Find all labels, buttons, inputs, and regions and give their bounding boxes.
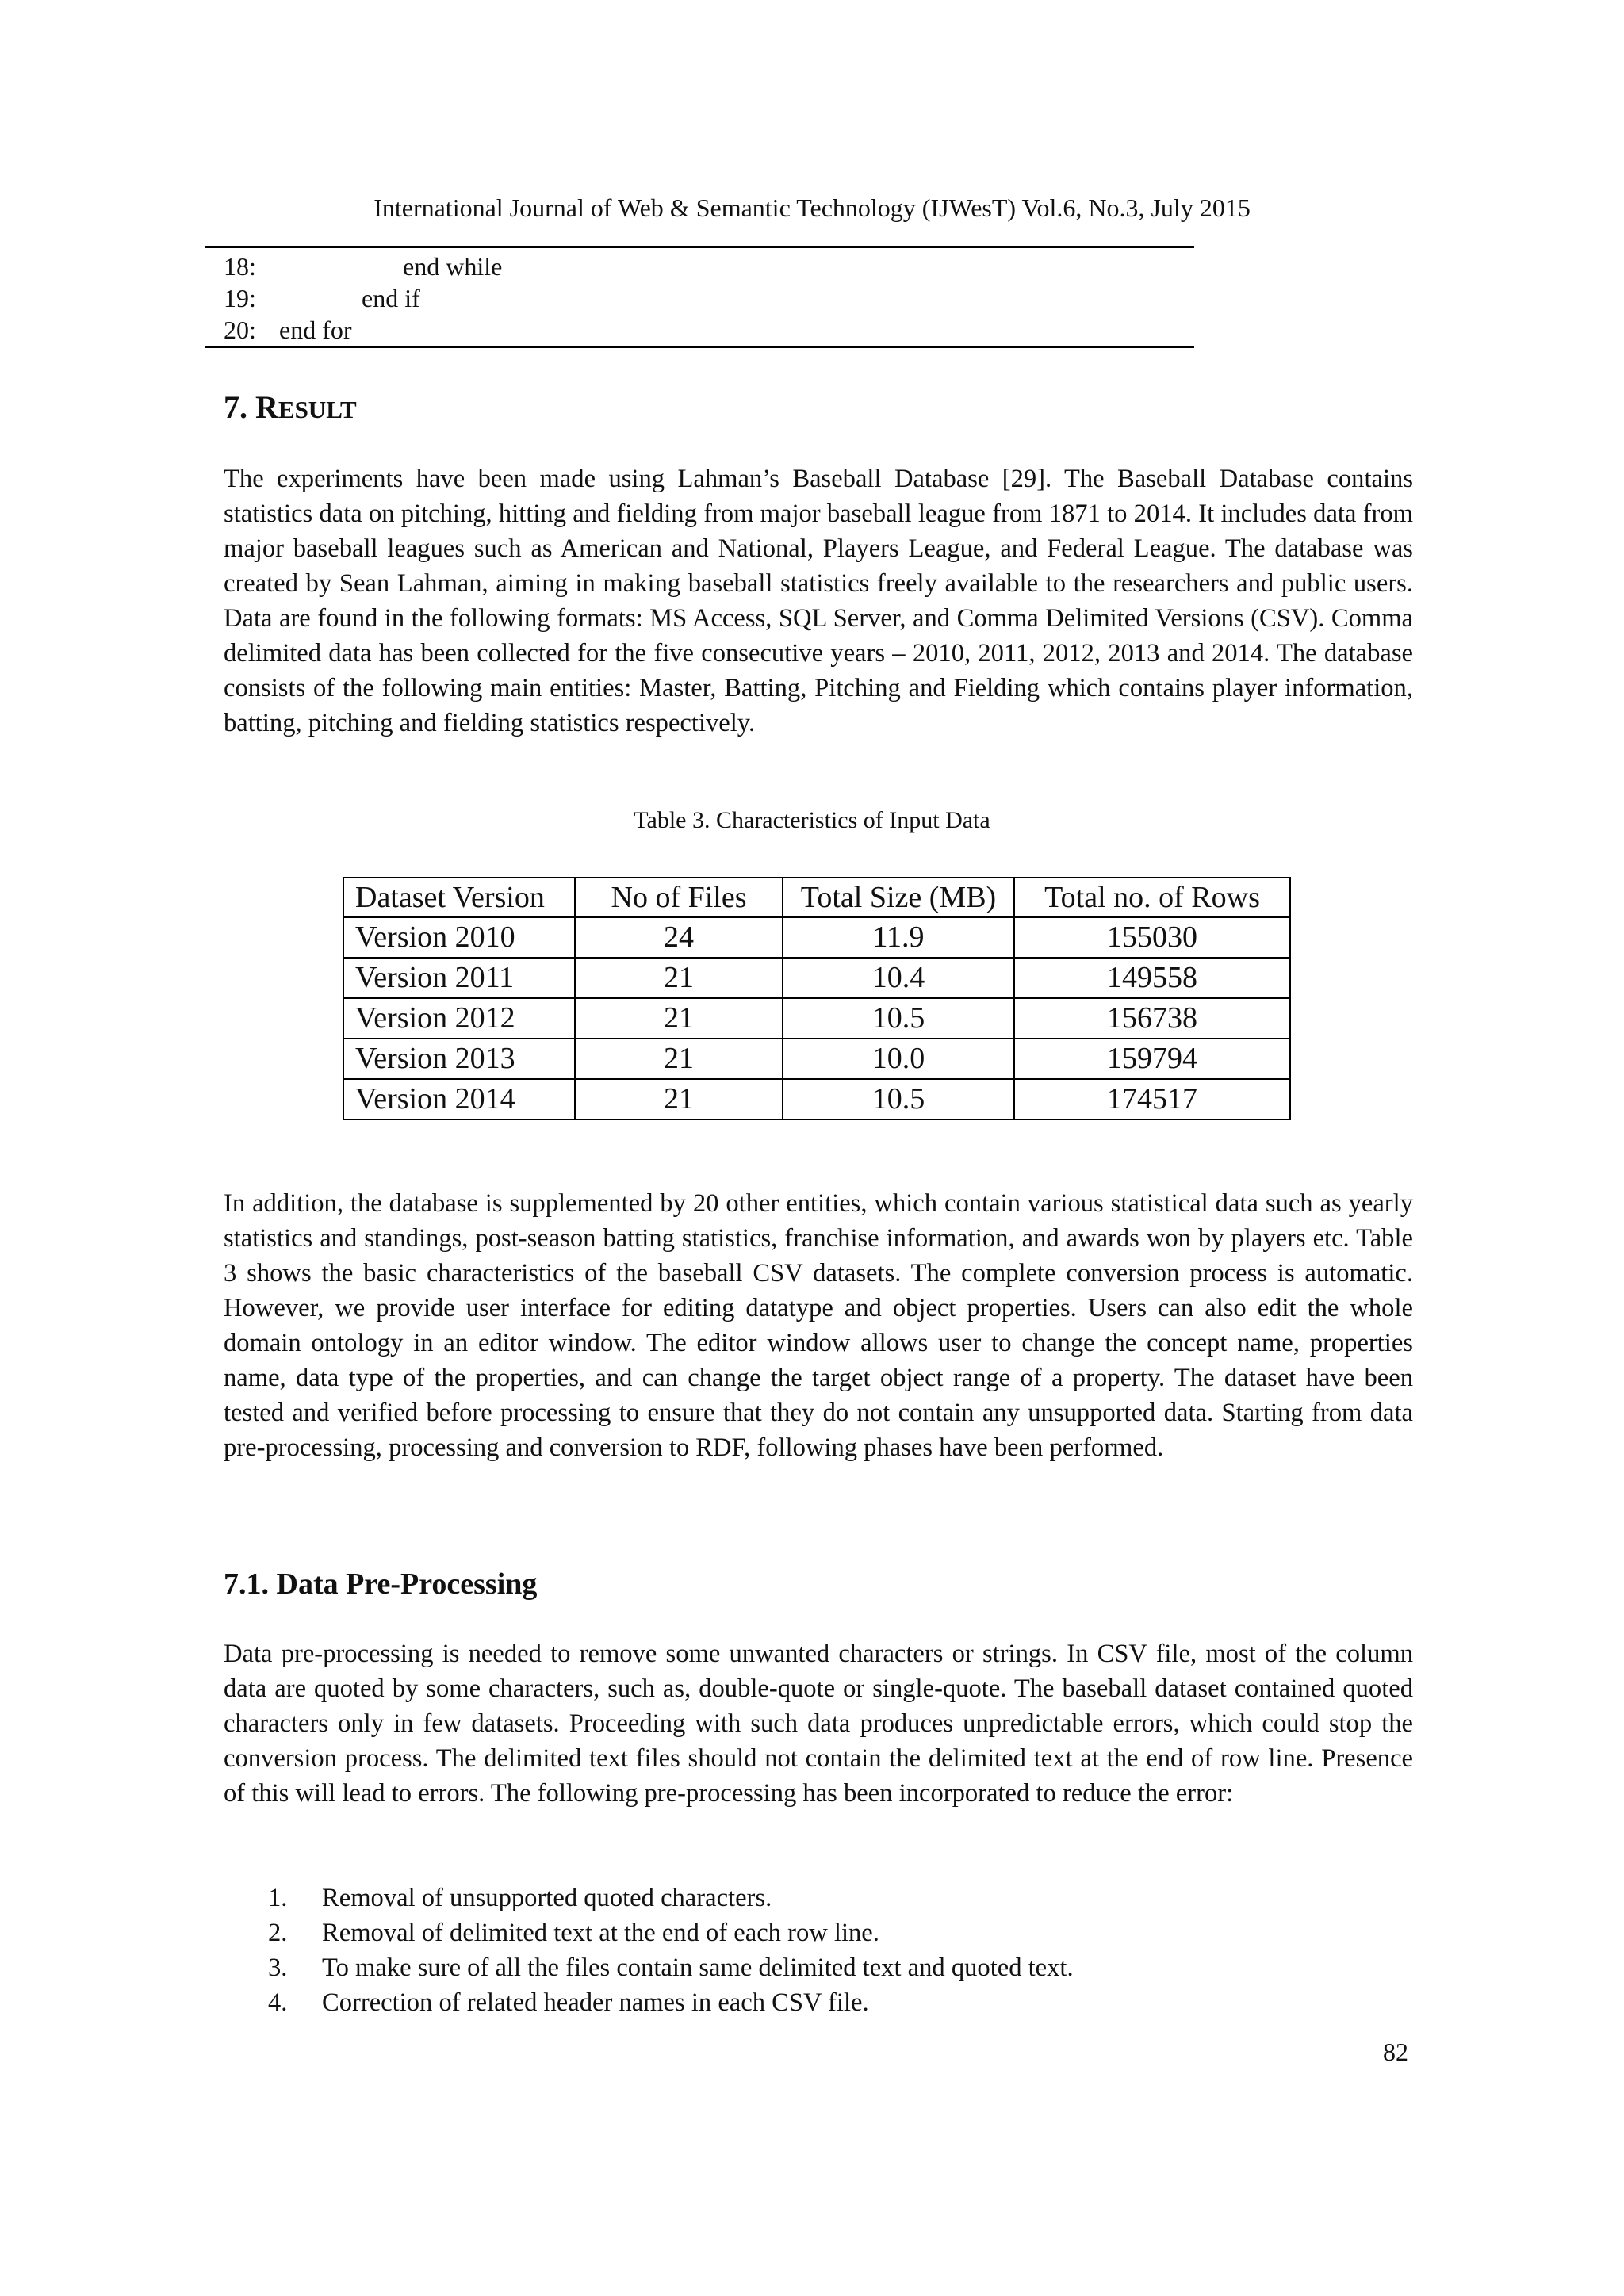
- table-cell: 21: [575, 998, 783, 1039]
- table-cell: 10.4: [783, 958, 1014, 998]
- list-text: To make sure of all the files contain same delimited text and quoted text.: [322, 1954, 1074, 1982]
- list-number: 2.: [268, 1919, 288, 1947]
- algorithm-top-rule: [205, 246, 1194, 248]
- list-number: 1.: [268, 1884, 288, 1912]
- line-code: end for: [279, 316, 352, 344]
- algorithm-line: [224, 314, 352, 346]
- table-cell: 11.9: [783, 917, 1014, 958]
- header-cell: Dataset Version: [343, 878, 575, 917]
- paragraph-supplement: In addition, the database is supplemented by 20 other entities, which contain various statistical data such as yearly statistics and standings, post-season batting statistics, franchise information, and awards won by players etc. Table 3 shows the basic characteristics of the baseball CSV datasets. The complete conversion process is automatic. However, we provide user interface for editing datatype and object properties. Users can also edit the whole domain ontology in an editor window. The editor window allows user to change the concept name, properties name, data type of the properties, and can change the target object range of a property. The dataset have been tested and verified before processing to ensure that they do not contain any unsupported data. Starting from data pre-processing, processing and conversion to RDF, following phases have been performed.: [224, 1189, 1413, 1462]
- table-row: [343, 917, 1290, 958]
- table-cell: Version 2010: [343, 917, 575, 958]
- header-cell: No of Files: [575, 878, 783, 917]
- table-header-row: [343, 878, 1290, 917]
- table-cell: 159794: [1014, 1039, 1290, 1079]
- algorithm-bottom-rule: [205, 346, 1194, 348]
- table-cell: 174517: [1014, 1079, 1290, 1119]
- section-number: 7.: [224, 389, 247, 425]
- table-cell: 21: [575, 1079, 783, 1119]
- table-cell: 155030: [1014, 917, 1290, 958]
- list-number: 4.: [268, 1988, 288, 2017]
- line-code: end while: [403, 252, 503, 281]
- table-cell: 156738: [1014, 998, 1290, 1039]
- line-number: 20:: [224, 316, 256, 344]
- table-cell: 149558: [1014, 958, 1290, 998]
- line-number: 18:: [224, 252, 256, 281]
- line-number: 19:: [224, 284, 256, 312]
- list-item: [268, 1985, 869, 2020]
- table-cell: Version 2012: [343, 998, 575, 1039]
- table-cell: 24: [575, 917, 783, 958]
- algorithm-line: [224, 282, 420, 314]
- list-text: Removal of unsupported quoted characters.: [322, 1884, 772, 1912]
- table-cell: Version 2011: [343, 958, 575, 998]
- list-item: [268, 1915, 879, 1950]
- paragraph-preprocessing: Data pre-processing is needed to remove some unwanted characters or strings. In CSV file, most of the column data are quoted by some characters, such as, double-quote or single-quote. The baseball dataset contained quoted characters only in few datasets. Proceeding with such data produces unpredictable errors, which could stop the conversion process. The delimited text files should not contain the delimited text at the end of row line. Presence of this will lead to errors. The following pre-processing has been incorporated to reduce the error:: [224, 1640, 1413, 1808]
- table-caption: Table 3. Characteristics of Input Data: [634, 807, 990, 833]
- table-row: [343, 958, 1290, 998]
- table-row: [343, 1039, 1290, 1079]
- list-text: Removal of delimited text at the end of each row line.: [322, 1919, 879, 1947]
- table-row: [343, 998, 1290, 1039]
- paragraph-intro: The experiments have been made using Lahman’s Baseball Database [29]. The Baseball Database contains statistics data on pitching, hitting and fielding from major baseball league from 1871 to 2014. It includes data from major baseball leagues such as American and National, Players League, and Federal League. The database was created by Sean Lahman, aiming in making baseball statistics freely available to the researchers and public users. Data are found in the following formats: MS Access, SQL Server, and Comma Delimited Versions (CSV). Comma delimited data has been collected for the five consecutive years – 2010, 2011, 2012, 2013 and 2014. The database consists of the following main entities: Master, Batting, Pitching and Fielding which contains player information, batting, pitching and fielding statistics respectively.: [224, 465, 1413, 737]
- table-cell: Version 2014: [343, 1079, 575, 1119]
- table-cell: 10.0: [783, 1039, 1014, 1079]
- algorithm-line: [224, 251, 502, 282]
- page-number: 82: [1383, 2038, 1408, 2066]
- table-cell: 21: [575, 1039, 783, 1079]
- table-cell: Version 2013: [343, 1039, 575, 1079]
- section-rest: ESULT: [278, 396, 357, 423]
- section-heading: [224, 388, 357, 426]
- table-row: [343, 1079, 1290, 1119]
- table-cell: 10.5: [783, 998, 1014, 1039]
- characteristics-table: [343, 877, 1291, 1120]
- list-text: Correction of related header names in each CSV file.: [322, 1988, 869, 2017]
- table-cell: 21: [575, 958, 783, 998]
- table-cell: 10.5: [783, 1079, 1014, 1119]
- header-cell: Total Size (MB): [783, 878, 1014, 917]
- section-first-letter: R: [255, 389, 278, 425]
- journal-header: International Journal of Web & Semantic Technology (IJWesT) Vol.6, No.3, July 2015: [373, 193, 1251, 222]
- list-item: [268, 1881, 772, 1915]
- subsection-heading: 7.1. Data Pre-Processing: [224, 1567, 538, 1601]
- list-item: [268, 1950, 1074, 1985]
- list-number: 3.: [268, 1954, 288, 1982]
- line-code: end if: [362, 284, 420, 312]
- header-cell: Total no. of Rows: [1014, 878, 1290, 917]
